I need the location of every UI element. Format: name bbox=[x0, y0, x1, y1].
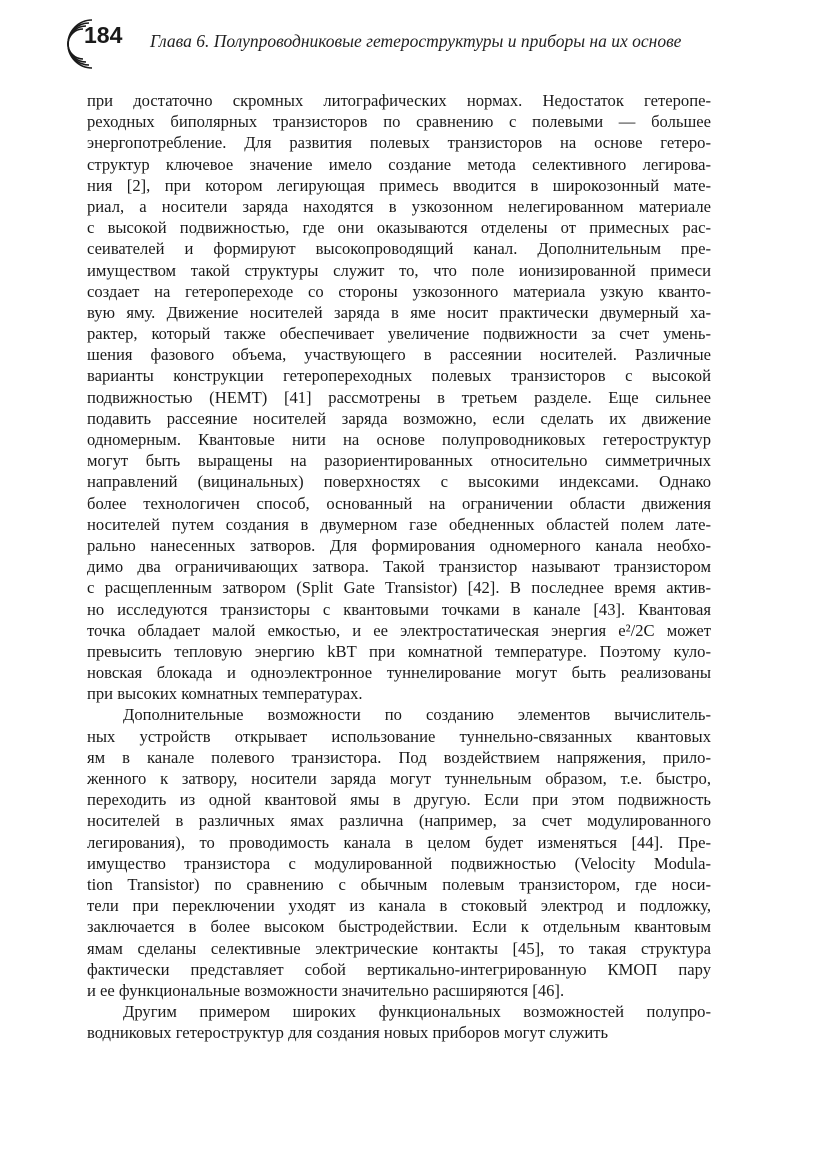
text-line: водниковых гетероструктур для создания новых приборов могут служить bbox=[87, 1023, 609, 1043]
text-line: сеивателей и формируют высокопроводящий канал. Дополнительным пре- bbox=[87, 239, 711, 259]
text-line: новская блокада и одноэлектронное туннелирование могут быть реализованы bbox=[87, 663, 711, 683]
text-line: ных устройств открывает использование туннельно-связанных квантовых bbox=[87, 726, 711, 746]
text-line: Другим примером широких функциональных возможностей полупро- bbox=[123, 1002, 711, 1022]
text-line: рактер, который также обеспечивает увеличение подвижности за счет умень- bbox=[87, 324, 711, 344]
text-line: при высоких комнатных температурах. bbox=[87, 684, 363, 704]
text-line: димо два ограничивающих затвора. Такой транзистор называют транзистором bbox=[87, 557, 711, 577]
text-line: подавить рассеяние носителей заряда возможно, если сделать их движение bbox=[87, 408, 711, 428]
paragraph bbox=[87, 704, 711, 1001]
text-line: структур ключевое значение имело создание метода селективного легирова- bbox=[87, 154, 711, 174]
text-line: энергопотребление. Для развития полевых транзисторов на основе гетеро- bbox=[87, 133, 711, 153]
text-line: подвижностью (HEMT) [41] рассмотрены в третьем разделе. Еще сильнее bbox=[87, 387, 711, 407]
paragraph bbox=[87, 1001, 711, 1043]
text-line: рально нанесенных затворов. Для формирования одномерного канала необхо- bbox=[87, 535, 711, 555]
text-line: тели при переключении уходят из канала в стоковый электрод и подложку, bbox=[87, 896, 711, 916]
text-line: более технологичен способ, основанный на ограничении области движения bbox=[87, 493, 711, 513]
text-line: направлений (вицинальных) поверхностях с высокими индексами. Однако bbox=[87, 472, 711, 492]
text-line: риал, а носители заряда находятся в узкозонном нелегированном материале bbox=[87, 196, 711, 216]
body-text bbox=[87, 90, 711, 1043]
text-line: женного к затвору, носители заряда могут туннельным образом, т.е. быстро, bbox=[87, 769, 711, 788]
text-line: носителей в различных ямах различна (например, за счет модулированного bbox=[87, 811, 711, 831]
text-line: при достаточно скромных литографических нормах. Недостаток гетеропе- bbox=[87, 91, 711, 110]
text-line: носителей путем создания в двумерном газе обедненных областей полем лате- bbox=[87, 514, 711, 534]
text-line: легирования), то проводимость канала в целом будет изменяться [44]. Пре- bbox=[87, 832, 711, 852]
text-line: создает на гетеропереходе со стороны узкозонного материала узкую кванто- bbox=[87, 281, 711, 301]
text-line: ям в канале полевого транзистора. Под воздействием напряжения, прило- bbox=[87, 747, 711, 767]
text-line: с расщепленным затвором (Split Gate Transistor) [42]. В последнее время актив- bbox=[87, 578, 711, 598]
text-line: одномерным. Квантовые нити на основе полупроводниковых гетероструктур bbox=[87, 430, 711, 449]
text-line: вую яму. Движение носителей заряда в яме носит практически двумерный ха- bbox=[87, 302, 711, 322]
text-line: ния [2], при котором легирующая примесь вводится в широкозонный мате- bbox=[87, 175, 711, 195]
text-line: могут быть выращены на разориентированных относительно симметричных bbox=[87, 451, 711, 471]
page-header bbox=[62, 14, 722, 74]
text-line: ямам сделаны селективные электрические контакты [45], то такая структура bbox=[87, 938, 711, 958]
text-line: фактически представляет собой вертикально-интегрированную КМОП пару bbox=[87, 959, 711, 979]
text-line: имуществом такой структуры служит то, что поле ионизированной примеси bbox=[87, 260, 711, 280]
paragraph bbox=[87, 90, 711, 704]
running-head: Глава 6. Полупроводниковые гетероструктуры и приборы на их основе bbox=[150, 31, 682, 51]
text-line: переходить из одной квантовой ямы в другую. Если при этом подвижность bbox=[87, 790, 711, 810]
text-line: Дополнительные возможности по созданию элементов вычислитель- bbox=[123, 705, 711, 725]
text-line: варианты конструкции гетеропереходных полевых транзисторов с высокой bbox=[87, 366, 711, 386]
text-line: с высокой подвижностью, где они оказываются отделены от примесных рас- bbox=[87, 218, 711, 238]
text-line: точка обладает малой емкостью, и ее электростатическая энергия e²/2C может bbox=[87, 620, 711, 640]
text-line: заключается в более высоком быстродействии. Если к отдельным квантовым bbox=[87, 917, 711, 937]
text-line: имущество транзистора с модулированной подвижностью (Velocity Modula- bbox=[87, 853, 711, 873]
text-line: превысить тепловую энергию kBT при комнатной температуре. Поэтому куло- bbox=[87, 641, 711, 661]
text-line: и ее функциональные возможности значительно расширяются [46]. bbox=[87, 980, 565, 1000]
text-line: tion Transistor) по сравнению с обычным полевым транзистором, где носи- bbox=[87, 874, 711, 894]
text-line: реходных биполярных транзисторов по сравнению с полевыми — большее bbox=[87, 112, 711, 132]
text-line: шения фазового объема, участвующего в рассеянии носителей. Различные bbox=[87, 345, 711, 365]
text-line: но исследуются транзисторы с квантовыми точками в канале [43]. Квантовая bbox=[87, 599, 711, 619]
page-number: 184 bbox=[84, 22, 123, 48]
